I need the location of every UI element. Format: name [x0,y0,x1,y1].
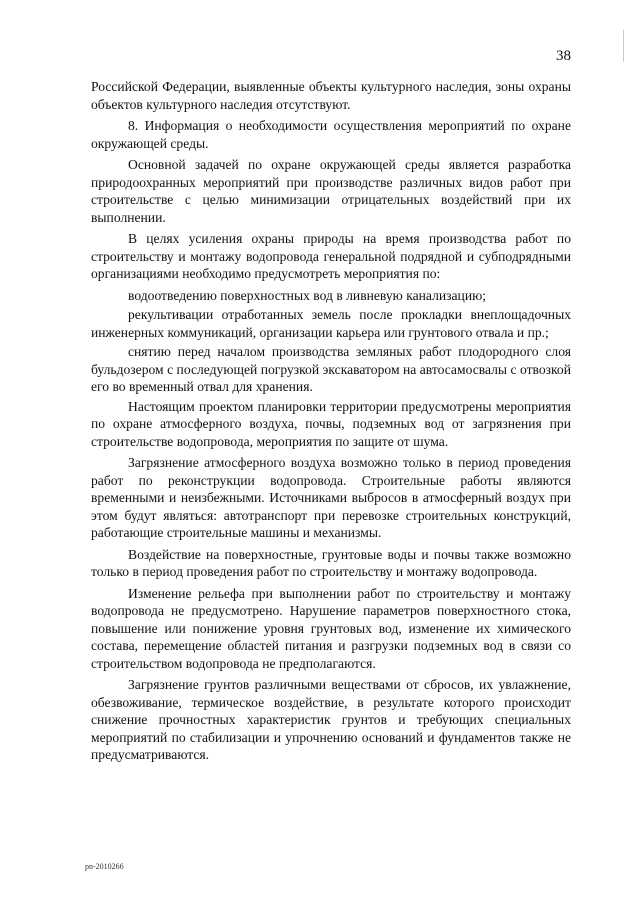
section-heading-8: 8. Информация о необходимости осуществления мероприятий по охране окружающей среды. [91,118,571,151]
list-item: водоотведению поверхностных вод в ливневую канализацию; [128,287,487,303]
paragraph: В целях усиления охраны природы на время производства работ по строительству и монтажу водопровода генеральной подрядной и субподрядными организациями необходимо предусмотреть мероприятия по: [91,231,571,281]
paragraph: Воздействие на поверхностные, грунтовые воды и почвы также возможно только в период проведения работ по строительству и монтажу водопровода. [91,546,571,579]
paragraph: Настоящим проектом планировки территории предусмотрены мероприятия по охране атмосферного воздуха, почвы, подземных вод от загрязнения при строительстве водопровода, мероприятия по защите от шума. [91,398,571,449]
paragraph: Загрязнение атмосферного воздуха возможно только в период проведения работ по реконструкции водопровода. Строительные работы являются временными и неизбежными. Источниками выбросов в атмосферный воздух при этом будут являться: автотранспорт при перевозке строительных конструкций, работающие строительные машины и механизмы. [91,455,571,540]
list-item: рекультивации отработанных земель после прокладки внеплощадочных инженерных коммуникаций, организации карьера или грунтового отвала и пр.; [91,307,571,340]
paragraph: Изменение рельефа при выполнении работ по строительству и монтажу водопровода не предусмотрено. Нарушение параметров поверхностного стока, повышение или понижение уровня грунтовых вод, изменение их химического состава, перемещение областей питания и разгрузки подземных вод в связи со строительством водопровода не предполагаются. [91,585,571,671]
document-id: pn-2010266 [85,862,124,871]
document-body [91,78,571,768]
paragraph: Загрязнение грунтов различными веществами от сбросов, их увлажнение, обезвоживание, термическое воздействие, в результате которого происходит снижение прочностных характеристик грунтов и требующих специальных мероприятий по стабилизации и упрочнению оснований и фундаментов также не предусматриваются. [91,677,571,762]
scan-margin-mark [623,30,624,62]
paragraph-continuation: Российской Федерации, выявленные объекты культурного наследия, зоны охраны объектов культурного наследия отсутствуют. [91,79,571,112]
paragraph: Основной задачей по охране окружающей среды является разработка природоохранных мероприятий при производстве различных видов работ при строительстве с целью минимизации отрицательных воздействий при их выполнении. [91,157,571,225]
list-item: снятию перед началом производства земляных работ плодородного слоя бульдозером с последующей погрузкой экскаватором на автосамосвалы с отвозкой его во временный отвал для хранения. [91,344,571,394]
page-number: 38 [556,48,571,64]
